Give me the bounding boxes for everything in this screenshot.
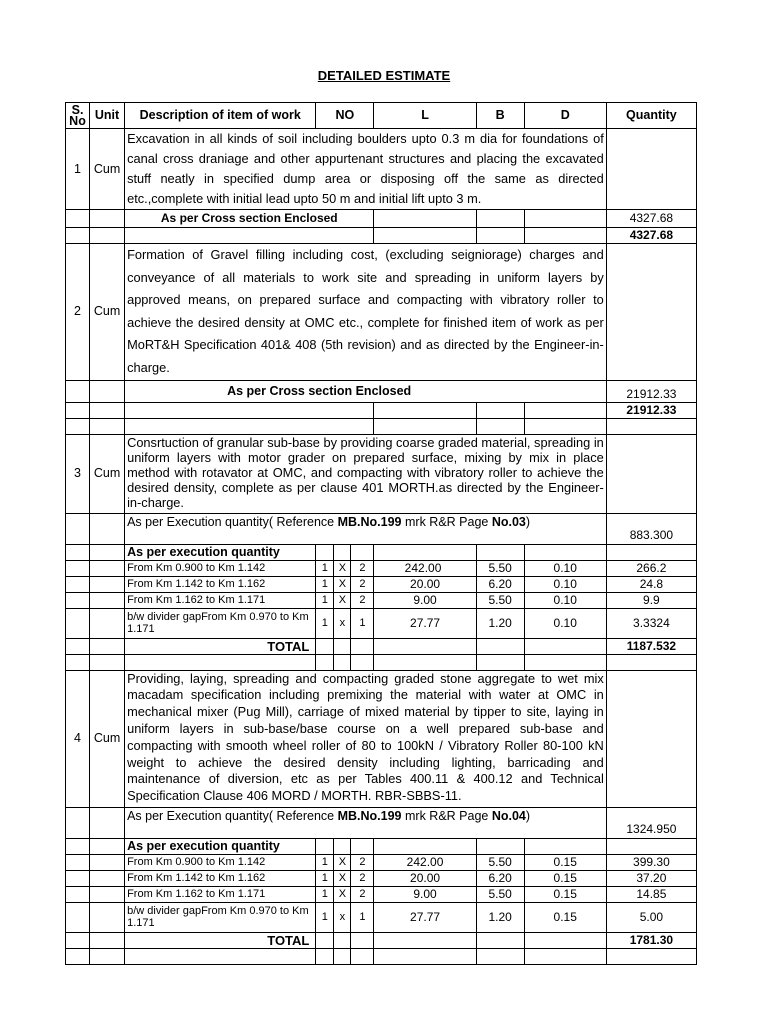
item-1-reference: As per Cross section Enclosed [125,210,374,228]
item-3-exec-reference: As per Execution quantity( Reference MB.No.199 mrk R&R Page No.03) [125,513,607,544]
table-row [66,228,697,244]
page-title: DETAILED ESTIMATE [317,68,451,83]
item-3-sno: 3 [66,434,90,513]
item-2-reference: As per Cross section Enclosed [125,380,607,402]
table-row [66,418,697,434]
item-3-description: Consrtuction of granular sub-base by providing coarse graded material, spreading in uniform layers with motor grader on prepared surface, mixing by mix in place method with rotavator at OMC, and compacting with vibratory roller to achieve the desired density, complete as per clause 401 MORTH.as directed by the Engineer-in-charge. [125,434,607,513]
header-b: B [476,103,524,129]
item-2-description: Formation of Gravel filling including cost, (excluding seigniorage) charges and conveyance of all materials to work site and spreading in uniform layers by approved means, on prepared surface and compacting with vibratory roller to achieve the desired density at OMC etc., complete for finished item of work as per MoRT&H Specification 401& 408 (5th revision) and as directed by the Engineer-in-charge. [125,244,607,381]
header-no: NO [316,103,374,129]
table-row: From Km 1.162 to Km 1.171 1 X 2 9.00 5.50 0.10 9.9 [66,592,697,608]
table-row [66,838,697,854]
table-row [66,544,697,560]
header-sno: S. No [66,103,90,129]
item-2-sno: 2 [66,244,90,381]
table-row [66,129,697,210]
table-row [66,244,697,381]
item-2-reference-qty: 21912.33 [606,380,696,402]
header-l: L [374,103,476,129]
table-row: From Km 1.142 to Km 1.162 1 X 2 20.00 6.20 0.10 24.8 [66,576,697,592]
table-row: From Km 1.162 to Km 1.171 1 X 2 9.00 5.50 0.15 14.85 [66,886,697,902]
item-4-exec-qty: 1324.950 [606,807,696,838]
table-row [66,380,697,402]
item-4-section-label: As per execution quantity [125,838,316,854]
item-1-total-qty: 4327.68 [606,228,696,244]
item-3-exec-qty: 883.300 [606,513,696,544]
item-2-unit: Cum [90,244,125,381]
item-1-unit: Cum [90,129,125,210]
table-row [66,513,697,544]
table-row [66,807,697,838]
table-row [66,434,697,513]
item-3-section-label: As per execution quantity [125,544,316,560]
item-4-total-qty: 1781.30 [606,932,696,948]
table-row [66,932,697,948]
table-row [66,948,697,964]
item-3-total-qty: 1187.532 [606,638,696,654]
table-header [66,103,697,129]
item-1-sno: 1 [66,129,90,210]
item-4-total-label: TOTAL [125,932,316,948]
item-1-description: Excavation in all kinds of soil including boulders upto 0.3 m dia for foundations of canal cross draniage and other appurtenant structures and placing the excavated stuff neatly in specified dump area or disposing off the same as directed etc.,complete with initial lead upto 50 m and initial lift upto 3 m. [125,129,607,210]
item-4-unit: Cum [90,670,125,807]
item-4-description: Providing, laying, spreading and compacting graded stone aggregate to wet mix macadam specification including premixing the material with water at OMC in mechanical mixer (Pug Mill), carriage of mixed material by tipper to site, laying in uniform layers in sub-base/base course on a well prepared sub-base and compacting with smooth wheel roller of 80 to 100kN / Vibratory Roller 80-100 kN weight to achieve the desired density including lighting, barricading and maintenance of diversion, etc as per Tables 400.11 & 400.12 and Technical Specification Clause 406 MORD / MORTH. RBR-SBBS-11. [125,670,607,807]
item-3-total-label: TOTAL [125,638,316,654]
header-unit: Unit [90,103,125,129]
table-row: From Km 0.900 to Km 1.142 1 X 2 242.00 5.50 0.10 266.2 [66,560,697,576]
item-4-exec-reference: As per Execution quantity( Reference MB.No.199 mrk R&R Page No.04) [125,807,607,838]
header-desc: Description of item of work [125,103,316,129]
table-row: b/w divider gapFrom Km 0.970 to Km 1.171 1 x 1 27.77 1.20 0.10 3.3324 [66,608,697,638]
table-row [66,210,697,228]
table-row [66,654,697,670]
table-row [66,670,697,807]
item-3-unit: Cum [90,434,125,513]
table-row: b/w divider gapFrom Km 0.970 to Km 1.171 1 x 1 27.77 1.20 0.15 5.00 [66,902,697,932]
estimate-table [65,102,697,965]
table-row [66,402,697,418]
header-quantity: Quantity [606,103,696,129]
header-d: D [524,103,606,129]
item-1-reference-qty: 4327.68 [606,210,696,228]
item-4-sno: 4 [66,670,90,807]
item-2-total-qty: 21912.33 [606,402,696,418]
table-row: From Km 1.142 to Km 1.162 1 X 2 20.00 6.20 0.15 37.20 [66,870,697,886]
table-row [66,638,697,654]
table-row: From Km 0.900 to Km 1.142 1 X 2 242.00 5.50 0.15 399.30 [66,854,697,870]
